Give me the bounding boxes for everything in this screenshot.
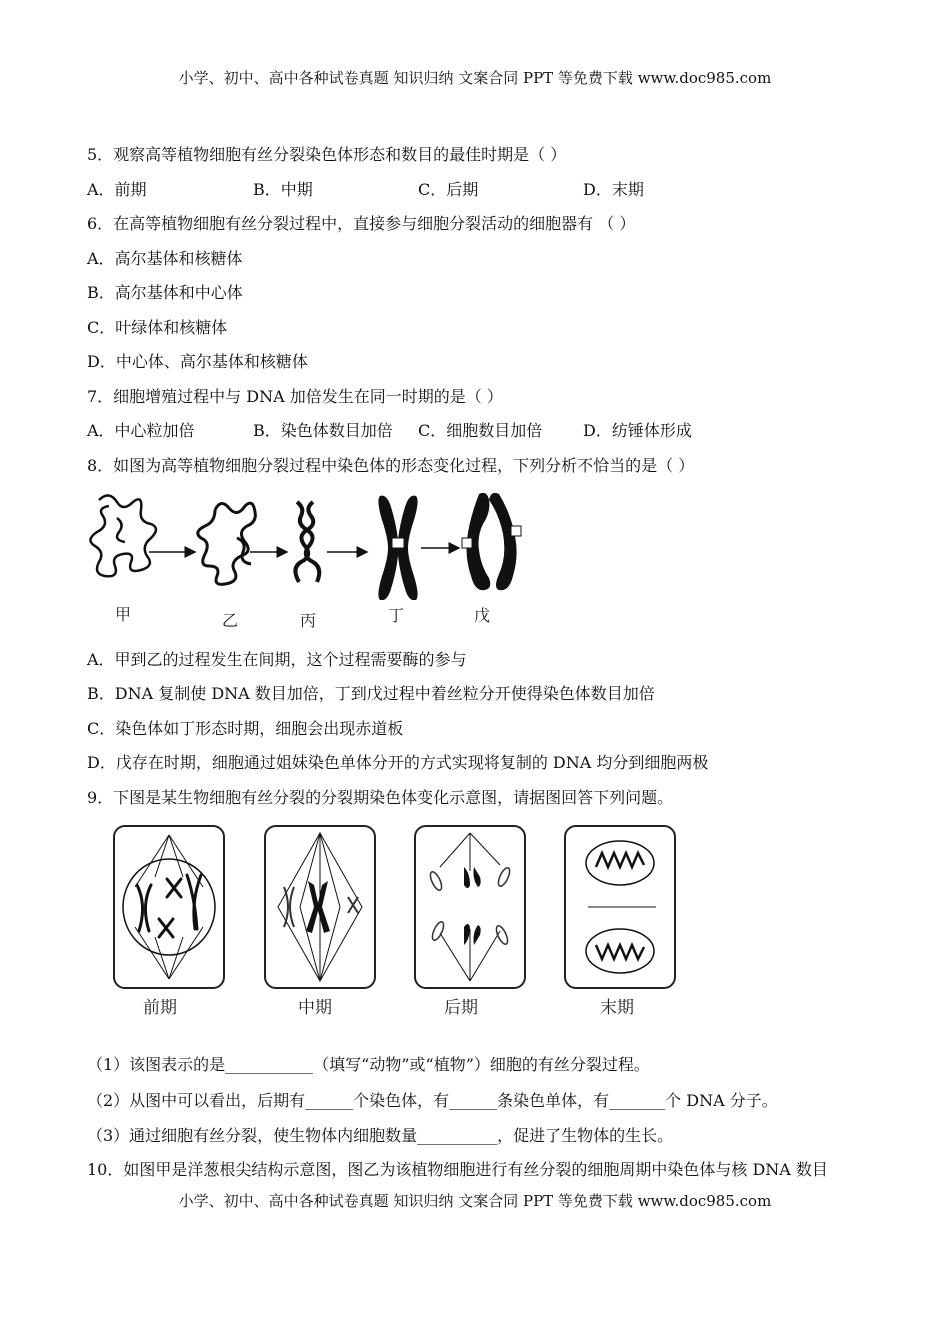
q8-option-a: A．甲到乙的过程发生在间期，这个过程需要酶的参与 <box>87 650 467 669</box>
q6-option-d: D．中心体、高尔基体和核糖体 <box>87 352 308 371</box>
panel-anaphase <box>414 825 526 989</box>
q7-option-a: A．中心粒加倍 <box>87 421 195 440</box>
question-10-stem: 10．如图甲是洋葱根尖结构示意图，图乙为该植物细胞进行有丝分裂的细胞周期中染色体与核 DNA 数目 <box>87 1160 828 1179</box>
question-6-stem: 6．在高等植物细胞有丝分裂过程中，直接参与细胞分裂活动的细胞器有 （ ） <box>87 214 636 233</box>
q7-option-b: B．染色体数目加倍 <box>253 421 393 440</box>
q5-option-a: A．前期 <box>87 180 147 199</box>
chromatin-condensed-bing <box>295 502 319 582</box>
label-yi: 乙 <box>222 611 239 630</box>
q6-option-c: C．叶绿体和核糖体 <box>87 318 228 337</box>
label-jia: 甲 <box>115 605 132 624</box>
q6-option-a: A．高尔基体和核糖体 <box>87 249 243 268</box>
chromosome-metaphase-ding <box>378 496 417 600</box>
panel-prophase <box>113 825 225 989</box>
label-bing: 丙 <box>300 611 317 630</box>
question-8-stem: 8．如图为高等植物细胞分裂过程中染色体的形态变化过程，下列分析不恰当的是（ ） <box>87 456 695 475</box>
q7-option-d: D．纺锤体形成 <box>583 421 692 440</box>
chromatin-loose-jia <box>90 495 156 576</box>
chromosome-morphology-figure <box>87 488 537 600</box>
q8-option-c: C．染色体如丁形态时期，细胞会出现赤道板 <box>87 719 404 738</box>
label-ding: 丁 <box>388 606 405 625</box>
label-wu: 戊 <box>474 606 491 625</box>
question-7-stem: 7．细胞增殖过程中与 DNA 加倍发生在同一时期的是（ ） <box>87 387 503 406</box>
q9-part-1: （1）该图表示的是___________（填写“动物”或“植物”）细胞的有丝分裂过程。 <box>87 1055 650 1074</box>
q9-part-3: （3）通过细胞有丝分裂，使生物体内细胞数量__________，促进了生物体的生长。 <box>87 1126 674 1145</box>
question-9-stem: 9．下图是某生物细胞有丝分裂的分裂期染色体变化示意图，请据图回答下列问题。 <box>87 788 674 807</box>
chromosome-separated-wu <box>462 493 521 590</box>
chromatin-condensing-yi <box>198 503 256 584</box>
q8-option-b: B．DNA 复制使 DNA 数目加倍，丁到戊过程中着丝粒分开使得染色体数目加倍 <box>87 684 655 703</box>
q5-option-d: D．末期 <box>583 180 644 199</box>
label-prophase: 前期 <box>143 998 177 1018</box>
question-5-stem: 5．观察高等植物细胞有丝分裂染色体形态和数目的最佳时期是（ ） <box>87 145 567 164</box>
panel-telophase <box>564 825 676 989</box>
q5-option-c: C．后期 <box>418 180 479 199</box>
q7-option-c: C．细胞数目加倍 <box>418 421 543 440</box>
page-footer: 小学、初中、高中各种试卷真题 知识归纳 文案合同 PPT 等免费下载 www.doc985.com <box>178 1192 772 1210</box>
page-header: 小学、初中、高中各种试卷真题 知识归纳 文案合同 PPT 等免费下载 www.doc985.com <box>178 69 772 87</box>
q8-option-d: D．戊存在时期，细胞通过姐妹染色单体分开的方式实现将复制的 DNA 均分到细胞两极 <box>87 753 709 772</box>
label-anaphase: 后期 <box>444 998 478 1018</box>
panel-metaphase <box>264 825 376 989</box>
q5-option-b: B．中期 <box>253 180 313 199</box>
q9-part-2: （2）从图中可以看出，后期有______个染色体，有______条染色单体，有_______个 DNA 分子。 <box>87 1091 778 1110</box>
label-metaphase: 中期 <box>298 998 332 1018</box>
label-telophase: 末期 <box>600 998 634 1018</box>
q6-option-b: B．高尔基体和中心体 <box>87 283 243 302</box>
